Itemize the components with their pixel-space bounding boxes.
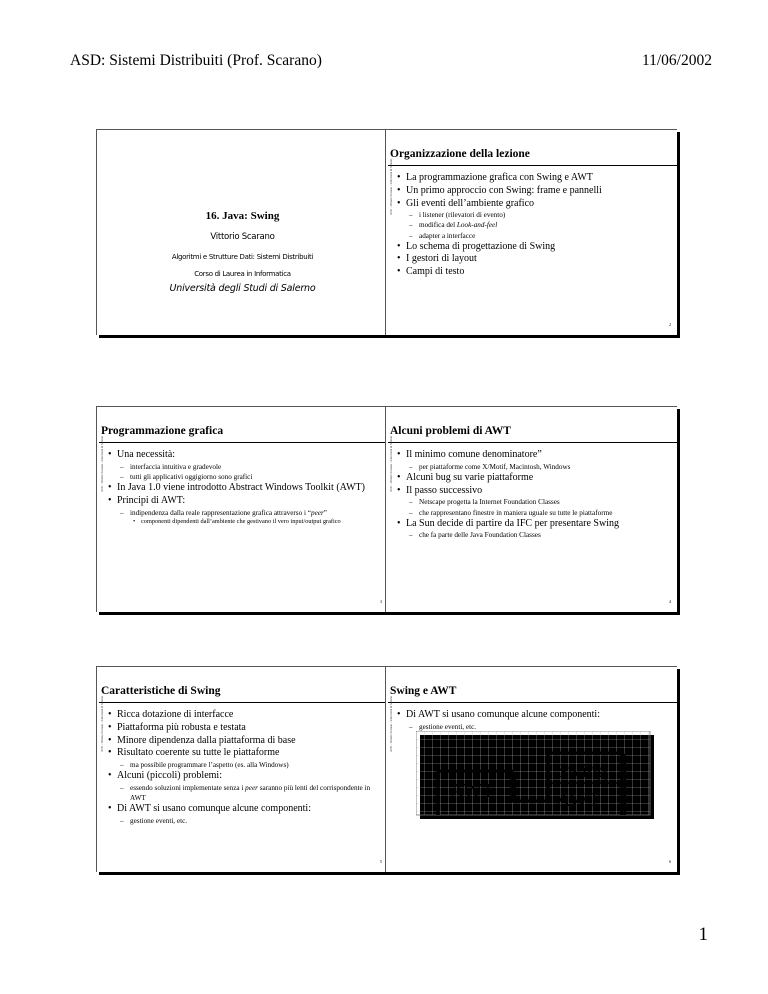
list-subitem: – adapter a interfacce	[396, 231, 673, 241]
list-item: • Un primo approccio con Swing: frame e pannelli	[396, 185, 673, 198]
page-number: 1	[698, 924, 708, 945]
list-item: • Gli eventi dell’ambiente grafico	[396, 198, 673, 211]
slide-number: 5	[380, 859, 382, 864]
slide-number: 2	[669, 322, 671, 327]
list-subitem: – i listener (rilevatori di evento)	[396, 210, 673, 220]
list-subitem: – indipendenza dalla reale rappresentazione grafica attraverso i “peer”	[107, 508, 384, 518]
slide-number: 6	[669, 859, 671, 864]
swing-awt-diagram	[416, 731, 656, 821]
slide-programmazione-grafica: Programmazione grafica ASD - Vittorio Scarano - Università di Salerno • Una necessità: – interfaccia intuitiva e gradevole – tutti gli applicativi oggigiorno sono grafici • In Java 1.0 viene introdotto Abstract Windows Toolkit (AWT) • Principi di AWT: – indipendenza dalla reale rappresentazione grafica attraverso i “peer” • componenti dipendenti dall’ambiente che gestivano il vero input/output grafico 3	[96, 406, 388, 612]
list-item: • Risultato coerente su tutte le piattaforme	[107, 747, 384, 760]
title-rule	[388, 442, 677, 443]
page-header-date: 11/06/2002	[641, 52, 712, 69]
list-item: • Di AWT si usano comunque alcune componenti:	[396, 709, 673, 722]
diagram-label-awt-right: AWT	[556, 789, 600, 811]
list-item: • I gestori di layout	[396, 253, 673, 266]
slide-caratteristiche-swing: Caratteristiche di Swing ASD - Vittorio Scarano - Università di Salerno • Ricca dotazione di interfacce • Piattaforma più robusta e testata • Minore dipendenza dalla piattaforma di base • Risultato coerente su tutte le piattaforme – ma possibile programmare l’aspetto (es. alla Windows) • Alcuni (piccoli) problemi: – essendo soluzioni implementate senza i peer saranno più lenti del corrispondente in AWT • Di AWT si usano comunque alcune componenti: – gestione eventi, etc. 5	[96, 666, 388, 872]
title-rule	[99, 702, 388, 703]
list-subitem: – che rappresentano finestre in maniera uguale su tutte le piattaforme	[396, 508, 673, 518]
slide-heading: Swing e AWT	[390, 685, 457, 697]
diagram-label-awt-left: AWT	[450, 780, 494, 802]
list-item: • Di AWT si usano comunque alcune componenti:	[107, 803, 384, 816]
slide-number: 4	[669, 599, 671, 604]
page-header-title: ASD: Sistemi Distribuiti (Prof. Scarano)	[70, 52, 322, 69]
list-subitem: – Netscape progetta la Internet Foundation Classes	[396, 497, 673, 507]
list-subitem: – interfaccia intuitiva e gradevole	[107, 462, 384, 472]
list-subitem: – gestione eventi, etc.	[396, 722, 673, 732]
slide-title-card	[96, 129, 388, 335]
list-subitem: – gestione eventi, etc.	[107, 816, 384, 826]
list-item: • Campi di testo	[396, 266, 673, 279]
list-item: • Piattaforma più robusta e testata	[107, 722, 384, 735]
list-item: • Ricca dotazione di interfacce	[107, 709, 384, 722]
slide-number: 3	[380, 599, 382, 604]
list-item: • Il minimo comune denominatore”	[396, 449, 673, 462]
slide-heading: Caratteristiche di Swing	[101, 685, 221, 697]
list-item: • Principi di AWT:	[107, 495, 384, 508]
title-rule	[388, 702, 677, 703]
university-name: Università degli Studi di Salerno	[169, 283, 316, 294]
list-subitem: – modifica del Look-and-feel	[396, 220, 673, 230]
title-rule	[99, 442, 388, 443]
slide-heading: Alcuni problemi di AWT	[390, 425, 511, 437]
list-item: • La Sun decide di partire da IFC per presentare Swing	[396, 518, 673, 531]
lecture-title: 16. Java: Swing	[205, 210, 280, 222]
list-item: • Il passo successivo	[396, 485, 673, 498]
slide-swing-e-awt: Swing e AWT ASD - Vittorio Scarano - Università di Salerno • Di AWT si usano comunque alcune componenti: – gestione eventi, etc. AWT Swing AWT 6	[385, 666, 677, 872]
list-subitem: – per piattaforme come X/Motif, Macintosh, Windows	[396, 462, 673, 472]
slide-problemi-awt: Alcuni problemi di AWT ASD - Vittorio Scarano - Università di Salerno • Il minimo comune denominatore” – per piattaforme come X/Motif, Macintosh, Windows • Alcuni bug su varie piattaforme • Il passo successivo – Netscape progetta la Internet Foundation Classes – che rappresentano finestre in maniera uguale su tutte le piattaforme • La Sun decide di partire da IFC per presentare Swing – che fa parte delle Java Foundation Classes 4	[385, 406, 677, 612]
list-subitem: – ma possibile programmare l’aspetto (es. alla Windows)	[107, 760, 384, 770]
diagram-label-swing: Swing	[556, 760, 608, 782]
list-item: • In Java 1.0 viene introdotto Abstract Windows Toolkit (AWT)	[107, 482, 384, 495]
list-item: • Alcuni (piccoli) problemi:	[107, 770, 384, 783]
list-item: • Una necessità:	[107, 449, 384, 462]
list-subsubitem: • componenti dipendenti dall’ambiente che gestivano il vero input/output grafico	[107, 518, 384, 527]
author-name: Vittorio Scarano	[210, 232, 275, 242]
list-item: • Alcuni bug su varie piattaforme	[396, 472, 673, 485]
slide-heading: Programmazione grafica	[101, 425, 224, 437]
list-subitem: – tutti gli applicativi oggigiorno sono grafici	[107, 472, 384, 482]
list-item: • Lo schema di progettazione di Swing	[396, 241, 673, 254]
list-item: • Minore dipendenza dalla piattaforma di base	[107, 735, 384, 748]
title-rule	[388, 165, 677, 166]
degree-name: Corso di Laurea in Informatica	[194, 270, 291, 278]
list-subitem: – che fa parte delle Java Foundation Classes	[396, 530, 673, 540]
list-item: • La programmazione grafica con Swing e AWT	[396, 172, 673, 185]
slide-heading: Organizzazione della lezione	[390, 148, 530, 160]
slide-organizzazione: Organizzazione della lezione ASD - Vittorio Scarano - Università di Salerno • La programmazione grafica con Swing e AWT • Un primo approccio con Swing: frame e pannelli • Gli eventi dell’ambiente grafico – i listener (rilevatori di evento) – modifica del Look-and-feel – adapter a interfacce • Lo schema di progettazione di Swing • I gestori di layout • Campi di testo 2	[385, 129, 677, 335]
list-subitem: – essendo soluzioni implementate senza i peer saranno più lenti del corrispondente in AWT	[107, 783, 384, 803]
course-name: Algoritmi e Strutture Dati: Sistemi Distribuiti	[171, 253, 314, 261]
